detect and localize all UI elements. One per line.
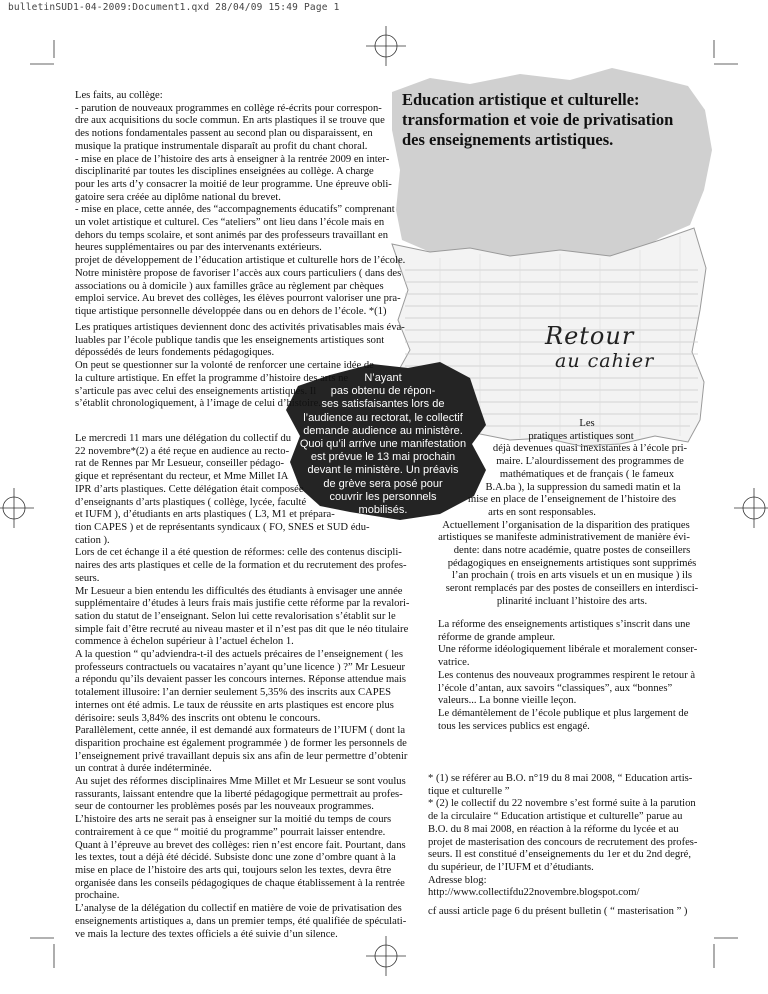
text-line: - mise en place de l’histoire des arts à enseigner à la rentrée 2009 en inter-	[75, 153, 390, 165]
delegation-head-paragraph	[75, 433, 335, 522]
text-line: Parallèlement, cette année, il est demandé aux formateurs de l’IUFM ( dont la	[75, 725, 406, 737]
text-line: L’histoire des arts ne serait pas à enseigner sur la moitié du temps de cours	[75, 814, 392, 826]
text-line: musique la pratique instrumentale disparaît au profit du chant choral.	[75, 140, 368, 152]
text-line: ve mais la lecture des textes officiels a été suivie d’un silence.	[75, 928, 338, 940]
ecole-primaire-paragraph	[432, 418, 712, 609]
text-line: artistiques se manifeste administrativement de manière évi-	[438, 532, 690, 544]
text-line: Une réforme idéologiquement libérale et moralement conser-	[438, 644, 698, 656]
text-line: pour les arts d’y consacrer la moitié de leur programme. Une épreuve obli-	[75, 178, 392, 190]
callout-line: devant le ministère. Un préavis	[307, 464, 459, 477]
callout-line: est prévue le 13 mai prochain	[310, 451, 456, 464]
text-line: On peut se questionner sur la volonté de renforcer une certaine idée de	[75, 360, 374, 372]
text-line: cf aussi article page 6 du présent bulletin ( “ masterisation ” )	[428, 906, 688, 917]
text-line: Quant à l’épreuve au brevet des collèges: rien n’est encore fait. Pourtant, dans	[75, 839, 406, 851]
text-line: supplémentaire d’études à leurs frais mais justifie cette réforme par la revalori-	[75, 598, 410, 610]
text-line: sation du statut de l’enseignant. Selon lui cette revalorisation s’établit sur le	[75, 610, 396, 622]
text-line: pédagogiques en enseignements artistiques sont supprimés	[447, 557, 697, 569]
callout-line: demande audience au ministère.	[303, 424, 463, 437]
text-line: rat de Rennes par Mr Lesueur, conseiller pédago-	[75, 458, 285, 470]
text-line: naires des arts plastiques et celle de la formation et du recrutement des profes-	[75, 560, 407, 572]
text-line: cation ).	[75, 534, 110, 546]
text-line: Au sujet des réformes disciplinaires Mme Millet et Mr Lesueur se sont voulus	[75, 776, 406, 788]
delegation-body-paragraph	[75, 522, 409, 941]
text-line: - mise en place, cette année, des “accompagnements éducatifs” comprenant	[75, 204, 395, 216]
footnote-line: projet de masterisation des concours de recrutement des profes-	[428, 836, 698, 848]
text-line: tique artistique personnelle développée dans ou en dehors de l’école. *(1)	[75, 305, 387, 317]
text-line: commence à échelon supérieur à l’actuel échelon 1.	[75, 636, 294, 648]
title-line: Education artistique et culturelle:	[402, 90, 640, 109]
text-line: 22 novembre*(2) a été reçue en audience au recto-	[75, 445, 290, 457]
callout-line: l’audience au rectorat, le collectif	[303, 411, 463, 424]
text-line: gatoire sera créée au diplôme national du brevet.	[75, 191, 281, 203]
text-line: Les pratiques artistiques deviennent donc des activités privatisables mais éva-	[75, 322, 405, 333]
text-line: plinarité incluant l’histoire des arts.	[496, 595, 648, 607]
footnote-line: Adresse blog:	[428, 874, 487, 886]
callout-line: mobilisés.	[358, 504, 408, 517]
callout-line: N’ayant	[364, 372, 402, 384]
text-line: heures supplémentaires ou par des intervenants extérieurs.	[75, 242, 322, 254]
text-line: déjà devenues quasi inexistantes à l’école pri-	[492, 443, 688, 455]
cf-note	[428, 906, 687, 919]
text-line: dérisoire: seuls 3,84% des inscrits ont obtenu le concours.	[75, 712, 321, 724]
text-line: dehors du temps scolaire, et sont animés par des professeurs travaillant en	[75, 229, 389, 241]
text-line: disciplinarité par toutes les disciplines enseignées au collège. A charge	[75, 166, 374, 178]
text-line: l’enseignement privé travaillant depuis six ans afin de leur permettre d’obtenir	[75, 750, 408, 762]
blog-link[interactable]: http://www.collectifdu22novembre.blogspot.com/	[428, 887, 640, 899]
text-line: réforme de grande ampleur.	[438, 631, 556, 643]
text-line: La réforme des enseignements artistiques s’inscrit dans une	[438, 619, 691, 630]
callout-line: ses satisfaisantes lors de	[321, 398, 445, 411]
text-line: l’an prochain ( trois en arts visuels et un en musique ) ils	[451, 570, 693, 582]
text-line: l’école d’antan, aux savoirs “classiques”, aux “bonnes”	[438, 682, 673, 694]
text-line: la culture artistique. En effet la programme d’histoire des arts ne	[75, 372, 349, 384]
text-line: B.A.ba ), la suppression du samedi matin et la	[485, 481, 681, 493]
handwritten-retour: Retour	[545, 322, 635, 350]
text-line: d’enseignants d’arts plastiques ( collège, lycée, faculté	[75, 496, 307, 508]
text-line: pratiques artistiques sont	[528, 430, 634, 442]
footnote-line: * (2) le collectif du 22 novembre s’est formé suite à la parution	[428, 798, 696, 810]
text-line: mise en place de l’enseignement de l’histoire des	[468, 494, 676, 506]
text-line: professeurs contractuels ou vacataires n’ayant qu’une licence ) ?” Mr Lesueur	[75, 661, 406, 673]
text-line: des notions fondamentales passent au second plan ou disparaissent, en	[75, 128, 373, 140]
title-line: des enseignements artistiques.	[402, 130, 614, 149]
text-line: luables par l’école publique tandis que les enseignements artistiques sont	[75, 334, 385, 346]
text-line: dente: dans notre académie, quatre postes de conseillers	[453, 545, 691, 557]
text-line: Lors de cet échange il a été question de réformes: celle des contenus discipli-	[75, 547, 402, 559]
callout-line: couvrir les personnels	[329, 490, 437, 503]
footnote-line: seurs. Il est constitué d’enseignements du 1er et du 2nd degré,	[428, 849, 692, 861]
text-line: tion CAPES ) et de représentants syndicaux ( FO, SNES et SUD édu-	[75, 522, 370, 533]
text-line: mise en place de l’histoire des arts qui, toujours selon les textes, devra être	[75, 864, 392, 876]
text-line: totalement illusoire: l’an dernier seulement 5,35% des inscrits aux CAPES	[75, 687, 391, 699]
print-slug: bulletinSUD1-04-2009:Document1.qxd 28/04/09 15:49 Page 1	[8, 2, 340, 13]
text-line: enseignements artistiques a, dans un premier temps, été qualifiée de spéculati-	[75, 915, 407, 927]
text-line: un volet artistique et culturel. Ces “ateliers” ont lieu dans l’école mais en	[75, 217, 385, 229]
text-line: contrairement à ce que “ moitié du programme” pourrait laisser entendre.	[75, 826, 386, 838]
footnote-line: * (1) se référer au B.O. n°19 du 8 mai 2008, “ Education artis-	[428, 773, 693, 784]
text-line: Les contenus des nouveaux programmes respirent le retour à	[438, 669, 696, 681]
footnotes	[428, 773, 697, 900]
footnote-line: tique et culturelle ”	[428, 785, 510, 797]
text-line: a répondu qu’ils devaient passer les concours internes. Réponse attendue mais	[75, 674, 406, 686]
text-line: vatrice.	[438, 657, 470, 669]
callout-line: Quoi qu’il arrive une manifestation	[299, 438, 467, 451]
text-line: seur de contourner les problèmes posés par les nouveaux programmes.	[75, 801, 374, 813]
text-line: - parution de nouveaux programmes en collège ré-écrits pour correspon-	[75, 102, 382, 114]
text-line: A la question “ qu’adviendra-t-il des actuels précaires de l’enseignement ( les	[75, 649, 403, 661]
text-line: IPR d’arts plastiques. Cette délégation était composée	[75, 483, 304, 495]
text-line: L’analyse de la délégation du collectif en matière de voie de privatisation des	[75, 903, 402, 915]
text-line: valeurs... La bonne vieille leçon.	[438, 695, 577, 707]
text-line: Les	[579, 418, 595, 429]
handwritten-au-cahier: au cahier	[555, 350, 655, 372]
text-line: rassurants, laissant entendre que la liberté pédagogique permettrait au profes-	[75, 788, 403, 800]
text-line: Les faits, au collège:	[75, 90, 163, 101]
text-line: Actuellement l’organisation de la disparition des pratiques	[442, 519, 690, 531]
text-line: mathématiques et de français ( le fameux	[499, 468, 675, 480]
reforme-paragraph	[438, 619, 697, 733]
text-line: s’établit chronologiquement, à l’image de celui d’histoire.	[75, 398, 321, 410]
text-line: Notre ministère propose de favoriser l’accès aux cours particuliers ( dans des	[75, 267, 402, 279]
footnote-line: du supérieur, de l’IUFM et d’étudiants.	[428, 861, 594, 873]
article-title	[402, 90, 673, 150]
text-line: seurs.	[75, 572, 100, 584]
text-line: emploi service. Au brevet des collèges, les élèves pourront valoriser une pra-	[75, 293, 401, 305]
text-line: tous les services publics est engagé.	[438, 720, 590, 732]
text-line: un contrat à durée indéterminée.	[75, 763, 212, 775]
text-line: dépossédés de leurs fondements pédagogiques.	[75, 347, 275, 359]
text-line: internes ont été admis. Le taux de réussite en arts plastiques est encore plus	[75, 699, 394, 711]
footnote-line: de la circulaire “ Education artistique et culturelle” parue au	[428, 811, 683, 823]
intro-paragraph	[75, 90, 405, 319]
text-line: projet de développement de l’éducation artistique et culturelle hors de l’école.	[75, 255, 406, 267]
text-line: disparition prochaine est également programmée ) de former les personnels de	[75, 737, 407, 749]
footnote-line: B.O. du 8 mai 2008, en réaction à la réforme du lycée et au	[428, 823, 679, 835]
text-line: s’articule pas avec celui des enseignements artistiques. Il	[75, 385, 317, 397]
text-line: les textes, tout a déjà été décidé. Subsiste donc une zone d’ombre quant à la	[75, 852, 396, 864]
text-line: maire. L’alourdissement des programmes de	[496, 456, 684, 468]
text-line: prochaine.	[75, 890, 120, 902]
callout-line: de grève sera posé pour	[323, 477, 443, 490]
title-line: transformation et voie de privatisation	[402, 110, 674, 129]
text-line: arts en sont responsables.	[488, 506, 596, 518]
text-line: Le démantèlement de l’école publique et plus largement de	[438, 707, 689, 719]
callout-line: pas obtenu de répon-	[330, 385, 436, 398]
text-line: gique et représentant du recteur, et Mme Millet IA	[75, 471, 289, 483]
text-line: organisée dans les conseils pédagogiques de chaque établissement à la rentrée	[75, 877, 405, 889]
text-line: associations ou à domicile ) aux familles grâce au règlement par chèques	[75, 280, 384, 292]
text-line: seront remplacés par des postes de conseillers en interdisci-	[445, 583, 699, 595]
text-line: simple fait d’être recruté au niveau master et il n’est pas dit que le néo titulaire	[75, 623, 409, 635]
text-line: et IUFM ), d’étudiants en arts plastiques ( L3, M1 et prépara-	[75, 509, 335, 521]
text-line: Le mercredi 11 mars une délégation du collectif du	[75, 433, 292, 444]
text-line: dre aux acquisitions du socle commun. En arts plastiques il se trouve que	[75, 115, 385, 127]
text-line: Mr Lesueur a bien entendu les difficultés des étudiants à envisager une année	[75, 585, 403, 597]
